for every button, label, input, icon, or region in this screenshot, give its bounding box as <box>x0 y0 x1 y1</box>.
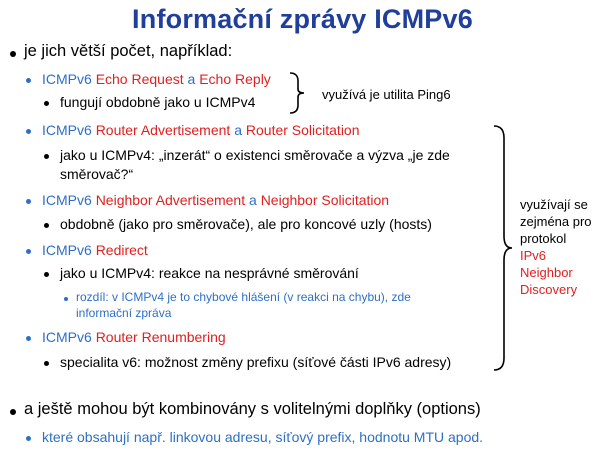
item-echo <box>42 71 271 87</box>
nd-note-line: Neighbor <box>520 265 573 280</box>
item-prefix: ICMPv6 <box>42 192 96 208</box>
item-conj: a <box>245 192 261 208</box>
router-desc-1: jako u ICMPv4: „inzerát“ o existenci směrovače a výzva „je zde <box>60 147 450 163</box>
neighbor-solicitation: Neighbor Solicitation <box>260 192 390 208</box>
item-prefix: ICMPv6 <box>42 122 96 138</box>
bullet-icon <box>26 78 31 83</box>
bullet-icon <box>26 436 31 441</box>
intro-text: je jich větší počet, například: <box>24 42 233 60</box>
nd-note-line: Discovery <box>520 282 578 297</box>
item-prefix: ICMPv6 <box>42 329 96 345</box>
bullet-icon <box>44 101 49 106</box>
nd-note-line: protokol <box>520 231 567 246</box>
nd-note <box>520 196 592 298</box>
bullet-icon <box>44 223 49 228</box>
item-redirect <box>42 242 148 258</box>
bottom-sub-text: které obsahují např. linkovou adresu, síťový prefix, hodnotu MTU apod. <box>42 429 484 445</box>
item-prefix: ICMPv6 <box>42 71 96 87</box>
item-router <box>42 122 360 138</box>
nd-note-line: zejména pro <box>520 214 592 229</box>
ping-brace-icon <box>288 71 308 115</box>
nd-brace-icon <box>492 124 514 372</box>
router-solicitation: Router Solicitation <box>245 122 360 138</box>
redirect: Redirect <box>95 242 148 258</box>
item-neighbor <box>42 192 389 208</box>
item-prefix: ICMPv6 <box>42 242 96 258</box>
slide-title: Informační zprávy ICMPv6 <box>132 4 473 34</box>
redirect-desc: jako u ICMPv4: reakce na nesprávné směrování <box>60 265 359 281</box>
bullet-icon <box>26 336 31 341</box>
item-renumbering <box>42 329 226 345</box>
item-conj: a <box>230 122 246 138</box>
redirect-note-1: rozdíl: v ICMPv4 je to chybové hlášení (v reakci na chybu), zde <box>76 290 411 304</box>
echo-desc: fungují obdobně jako u ICMPv4 <box>60 94 256 110</box>
nd-note-line: IPv6 <box>520 248 547 263</box>
bullet-icon <box>44 361 49 366</box>
router-desc-2: směrovač?“ <box>60 166 134 182</box>
router-renumbering: Router Renumbering <box>95 329 226 345</box>
bullet-icon <box>26 129 31 134</box>
bullet-icon <box>44 272 49 277</box>
neighbor-advertisement: Neighbor Advertisement <box>95 192 246 208</box>
bullet-icon <box>26 199 31 204</box>
neighbor-desc: obdobně (jako pro směrovače), ale pro koncové uzly (hosts) <box>60 216 432 232</box>
item-conj: a <box>183 71 200 87</box>
bullet-icon <box>44 154 49 159</box>
bullet-icon <box>10 51 16 57</box>
bullet-icon <box>26 249 31 254</box>
router-advertisement: Router Advertisement <box>95 122 231 138</box>
nd-note-line: využívají se <box>520 197 588 212</box>
bullet-icon <box>10 409 16 415</box>
redirect-note-2: informační zpráva <box>76 306 172 320</box>
renumbering-desc: specialita v6: možnost změny prefixu (síťové části IPv6 adresy) <box>60 354 452 370</box>
echo-reply: Echo Reply <box>199 71 271 87</box>
bottom-text: a ještě mohou být kombinovány s volitelnými doplňky (options) <box>24 400 481 418</box>
echo-request: Echo Request <box>95 71 184 87</box>
bullet-icon <box>64 297 68 301</box>
ping-note: využívá je utilita Ping6 <box>322 87 451 102</box>
